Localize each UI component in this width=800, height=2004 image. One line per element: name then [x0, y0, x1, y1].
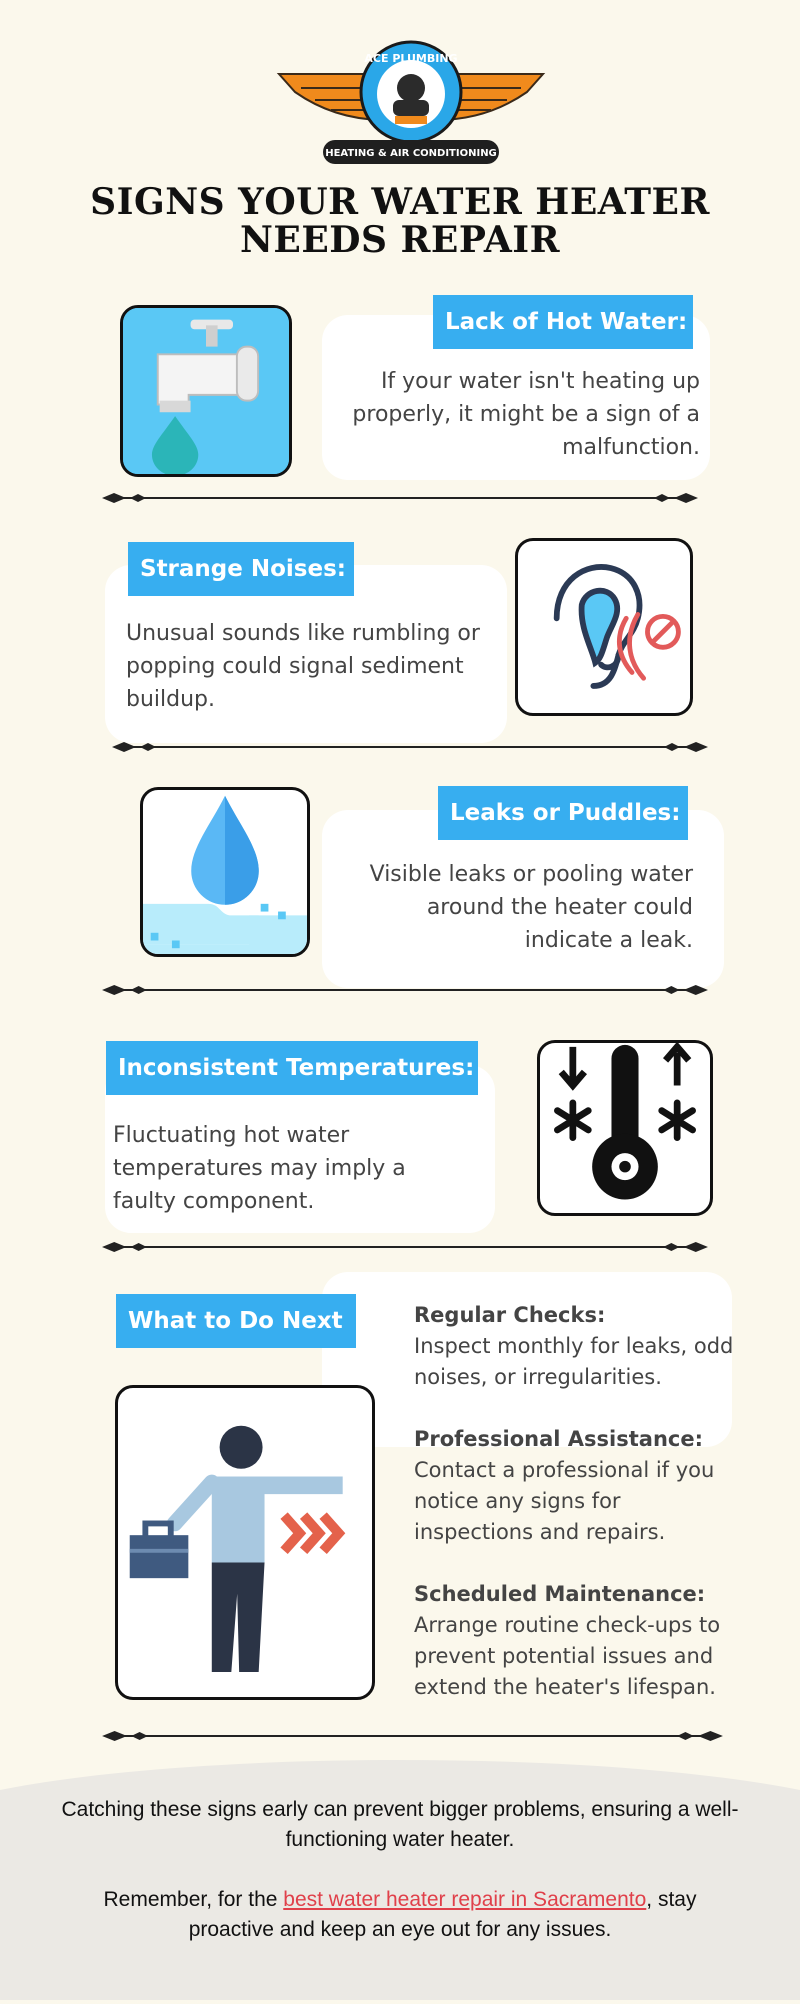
sign-text-inconsistent-temperatures: Fluctuating hot water temperatures may imply a faulty component. — [113, 1123, 406, 1214]
next-steps — [414, 1300, 744, 1703]
section-divider — [100, 1729, 725, 1743]
step-text-regular-checks: Inspect monthly for leaks, odd noises, or irregularities. — [414, 1334, 734, 1389]
section-divider — [110, 740, 710, 754]
footer-summary: Catching these signs early can prevent bigger problems, ensuring a well-functioning water heater. — [61, 1798, 739, 1851]
ear-icon — [515, 538, 693, 716]
footer-reminder — [60, 1885, 740, 1945]
logo-tagline: HEATING & AIR CONDITIONING — [325, 148, 497, 159]
sign-text-strange-noises: Unusual sounds like rumbling or popping could signal sediment buildup. — [126, 621, 480, 712]
page-title: SIGNS YOUR WATER HEATER NEEDS REPAIR — [90, 181, 710, 261]
sign-heading-strange-noises: Strange Noises: — [128, 542, 354, 596]
logo-brand: ACE PLUMBING — [364, 52, 458, 65]
sign-heading-leaks: Leaks or Puddles: — [438, 786, 688, 840]
next-heading: What to Do Next — [116, 1294, 356, 1348]
worker-icon — [115, 1385, 375, 1700]
step-title-regular-checks: Regular Checks: — [414, 1303, 606, 1327]
section-divider — [100, 983, 710, 997]
section-divider — [100, 491, 700, 505]
sign-heading-lack-hot-water: Lack of Hot Water: — [433, 295, 693, 349]
sign-heading-inconsistent-temperatures: Inconsistent Temperatures: — [106, 1041, 478, 1095]
ace-plumbing-logo — [275, 40, 547, 168]
footer-reminder-pre: Remember, for the — [103, 1888, 284, 1911]
footer-background — [0, 1750, 800, 2000]
step-text-professional-assistance: Contact a professional if you notice any signs for inspections and repairs. — [414, 1458, 715, 1544]
sign-text-lack-hot-water: If your water isn't heating up properly, it might be a sign of a malfunction. — [352, 369, 700, 460]
faucet-icon — [120, 305, 292, 477]
step-title-professional-assistance: Professional Assistance: — [414, 1427, 704, 1451]
footer-reminder-post: , stay proactive and keep an eye out for any issues. — [188, 1888, 697, 1941]
section-divider — [100, 1240, 710, 1254]
sign-text-leaks: Visible leaks or pooling water around the heater could indicate a leak. — [369, 862, 693, 953]
thermometer-icon — [537, 1040, 713, 1216]
step-text-scheduled-maintenance: Arrange routine check-ups to prevent potential issues and extend the heater's lifespan. — [414, 1613, 721, 1699]
step-title-scheduled-maintenance: Scheduled Maintenance: — [414, 1582, 706, 1606]
sacramento-repair-link[interactable]: best water heater repair in Sacramento — [283, 1888, 647, 1911]
water-drop-icon — [140, 787, 310, 957]
